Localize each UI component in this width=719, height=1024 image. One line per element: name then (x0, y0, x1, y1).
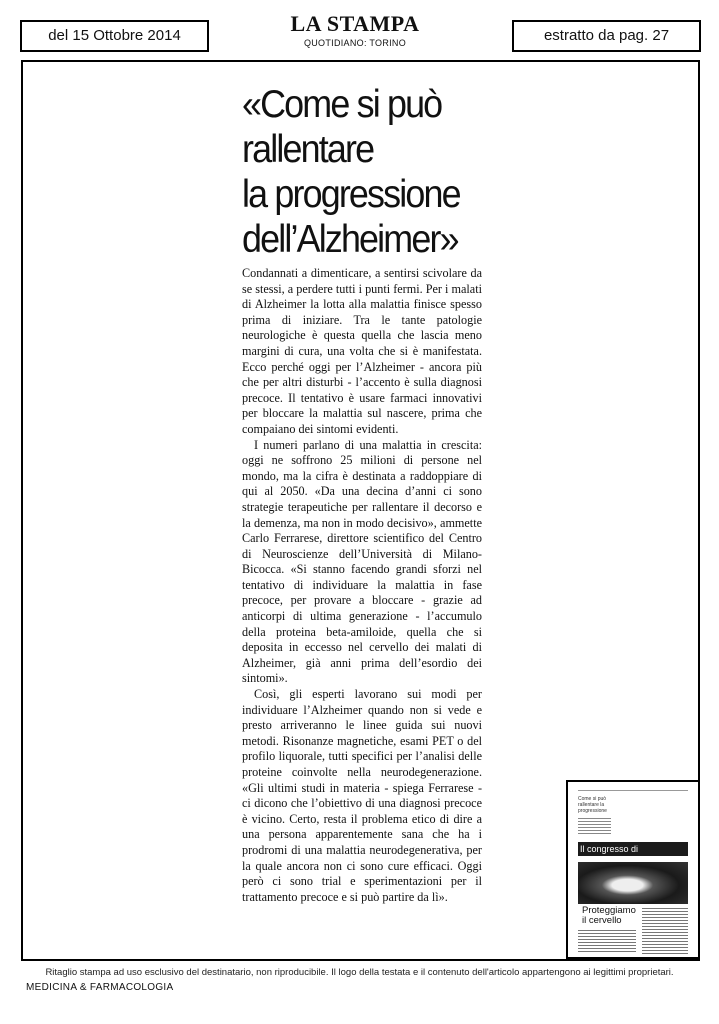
copyright-disclaimer: Ritaglio stampa ad uso esclusivo del destinatario, non riproducibile. Il logo della testata e il contenuto dell'articolo appartengono ai legittimi proprietari. (45, 967, 674, 978)
thumb-rule (578, 790, 688, 791)
article-body (242, 266, 482, 905)
article-paragraph: Condannati a dimenticare, a sentirsi scivolare da se stessi, a perdere tutti i punti fermi. Per i malati di Alzheimer la lotta alla malattia finisce spesso prima di iniziare. Tra le tante patologie neurologiche è questa quella che lascia meno margini di cura, una volta che si è manifestata. Ecco perché oggi per l’Alzheimer - ancora più che per altri disturbi - l’accento è sulla diagnosi precoce. Il tentativo è usare farmaci innovativi per bloccare la malattia sul nascere, prima che compaiano dei sintomi evidenti. (242, 266, 482, 436)
thumb-subtitle: Proteggiamo il cervello (582, 905, 636, 926)
category-label: MEDICINA & FARMACOLOGIA (26, 982, 174, 993)
newspaper-subtitle: QUOTIDIANO: TORINO (303, 38, 407, 48)
article-headline (242, 82, 472, 262)
thumb-mini-title: Come si può rallentare la progressione (578, 796, 607, 814)
headline-line: dell’Alzheimer» (242, 218, 458, 261)
masthead (255, 12, 455, 48)
extract-page: estratto da pag. 27 (543, 27, 670, 44)
headline-line: «Come si può (242, 83, 442, 126)
article-paragraph: I numeri parlano di una malattia in crescita: oggi ne soffrono 25 milioni di persone nel mondo, ma la cifra è destinata a raddoppiare di qui al 2050. «Da una decina d’anni ci sono strategie terapeutiche per rallentare il decorso e la demenza, ma non in modo decisivo», ammette Carlo Ferrarese, direttore scientifico del Centro di Neuroscienze dell’Università di Milano-Bicocca. «Si stanno facendo grandi sforzi nel tentativo di individuare la malattia in fase precoce, per provare a bloccare - grazie ad anticorpi di ultima generazione - l’accumulo della proteina beta-amiloide, quella che si deposita in eccesso nel cervello dei malati di Alzheimer, già anni prima dell’esordio dei sintomi». (242, 437, 482, 686)
thumb-band-prefix: Il congresso di (580, 844, 639, 854)
headline-line: rallentare (242, 128, 374, 171)
page-thumbnail (566, 780, 700, 959)
thumb-text-lines (578, 818, 611, 834)
date-box (20, 20, 209, 52)
thumb-text-lines (578, 930, 636, 954)
headline-line: la progressione (242, 173, 460, 216)
thumb-text-lines (642, 908, 688, 954)
thumb-section-band (578, 842, 688, 856)
newspaper-name: LA STAMPA (290, 11, 420, 36)
issue-date: del 15 Ottobre 2014 (48, 27, 181, 44)
extract-box (512, 20, 701, 52)
thumb-brain-photo (578, 862, 688, 904)
article-paragraph: Così, gli esperti lavorano sui modi per individuare l’Alzheimer quando non si vede e presto arriveranno le linee guida sui nuovi metodi. Risonanze magnetiche, esami PET o del profilo liquorale, tutti specifici per l’analisi delle proteine coinvolte nella neurodegenerazione. «Gli ultimi studi in materia - spiega Ferrarese - ci dicono che l’obiettivo di una diagnosi precoce è vicino. Certo, resta il problema etico di dire a una persona apparentemente sana che ha i prodromi di una malattia neurodegenerativa, per la quale ancora non ci sono cure efficaci. Oggi però ci sono trial e sperimentazioni per il trattamento precoce e si può partire da lì». (242, 687, 482, 904)
